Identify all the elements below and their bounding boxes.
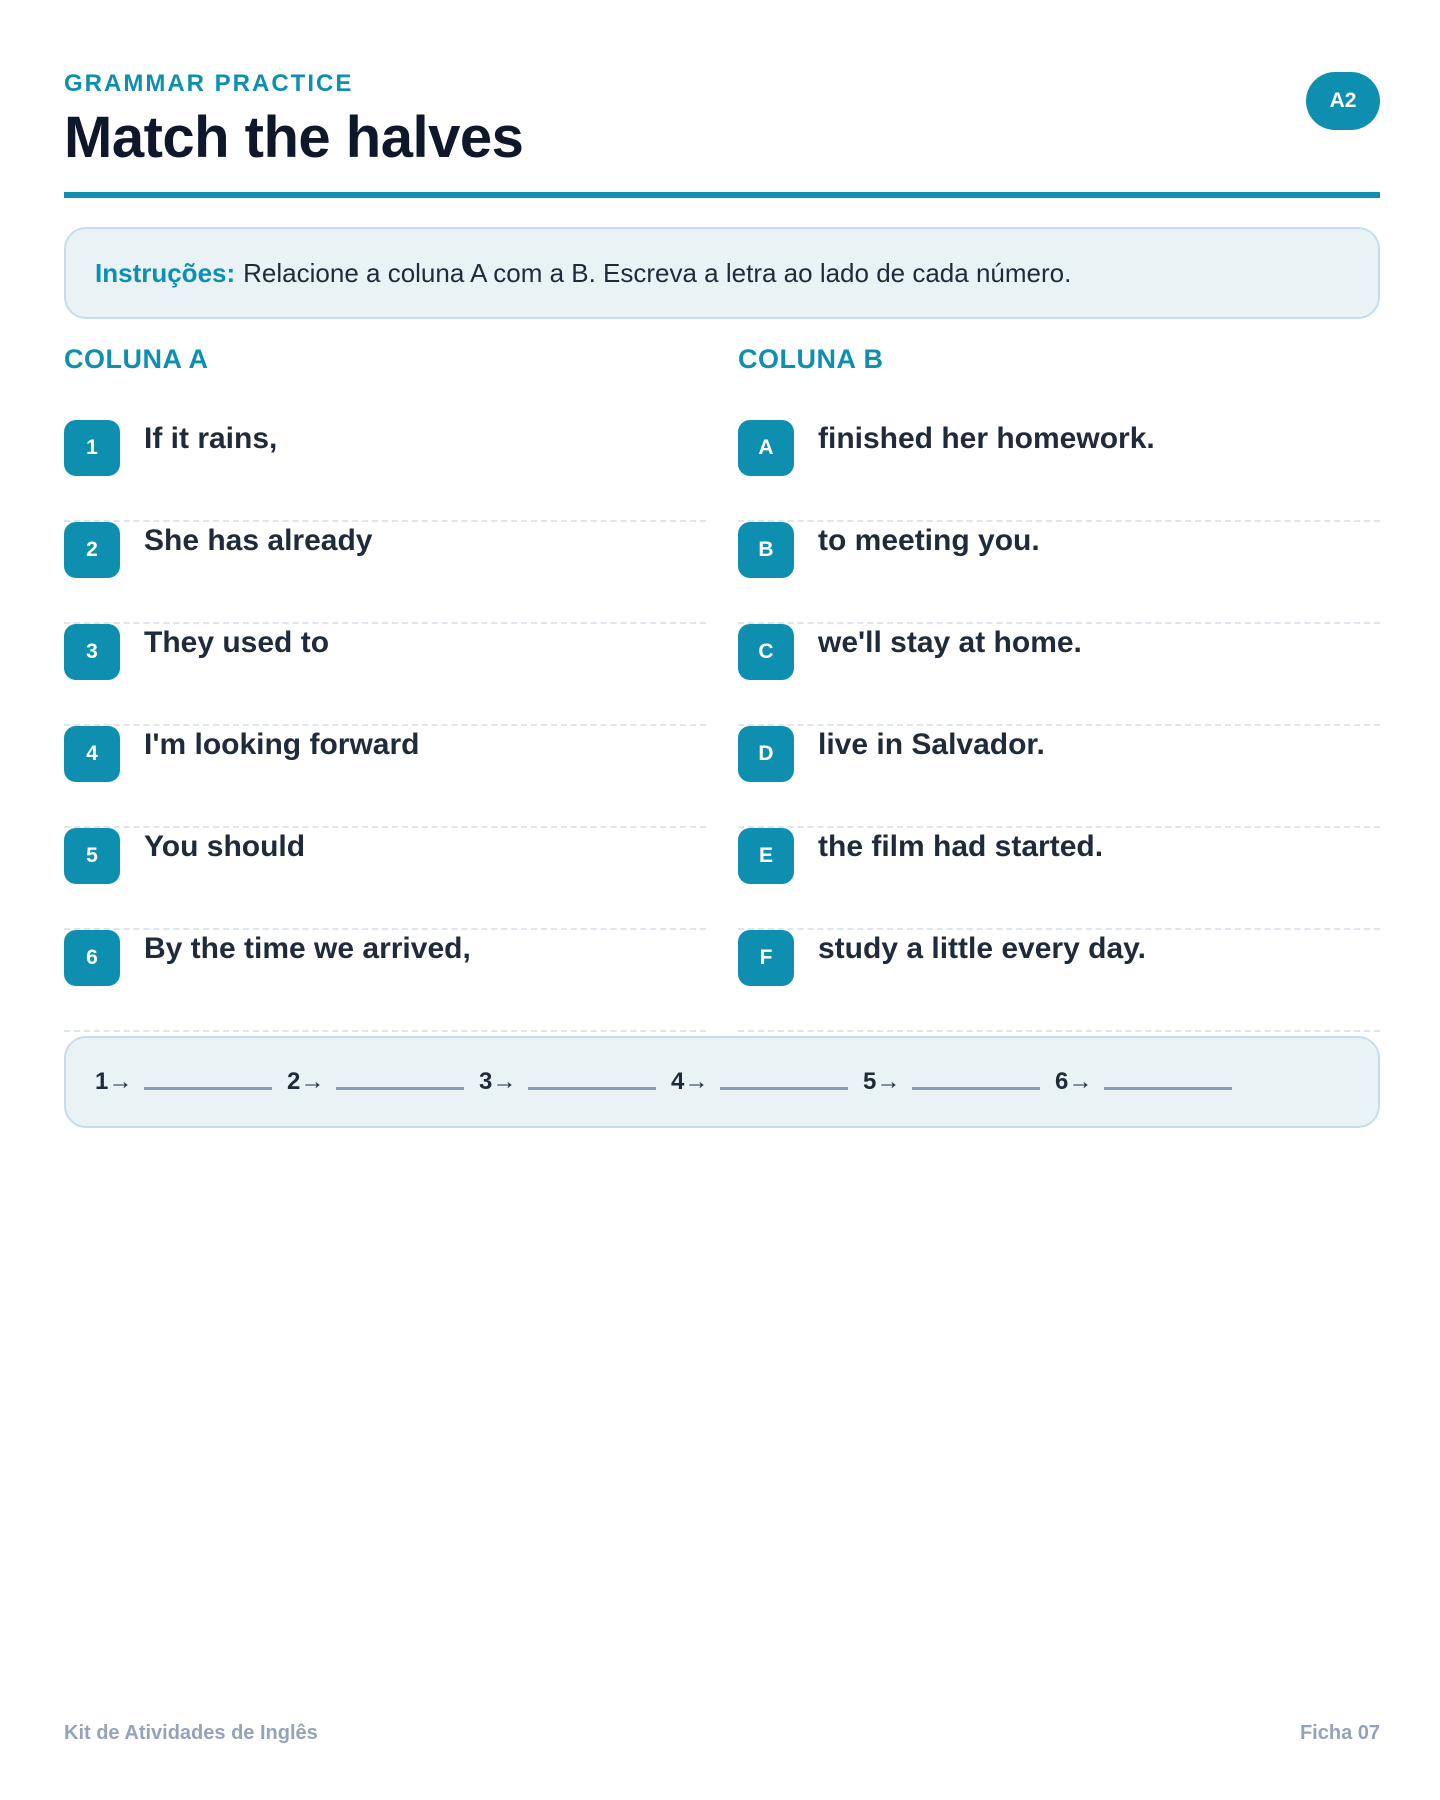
answer-blank[interactable] <box>528 1087 656 1090</box>
worksheet-page <box>64 0 1380 1800</box>
number-badge: 1 <box>64 420 120 476</box>
worksheet-header <box>64 68 1380 198</box>
answer-label: 2→ <box>287 1068 325 1095</box>
number-badge: 6 <box>64 930 120 986</box>
answer-slot <box>287 1068 479 1096</box>
answer-label: 3→ <box>479 1068 517 1095</box>
column-a-item <box>64 726 706 828</box>
letter-badge: B <box>738 522 794 578</box>
column-a-item <box>64 420 706 522</box>
answer-blank[interactable] <box>1104 1087 1232 1090</box>
sentence-start: They used to <box>144 626 330 659</box>
column-b-item <box>738 726 1380 828</box>
column-b-item <box>738 420 1380 522</box>
footer-sheet-number: Ficha 07 <box>1299 1722 1380 1744</box>
answer-slot <box>863 1068 1055 1096</box>
column-a-item <box>64 828 706 930</box>
answer-slot <box>1055 1068 1247 1096</box>
eyebrow-label: GRAMMAR PRACTICE <box>64 70 354 97</box>
answer-blank[interactable] <box>720 1087 848 1090</box>
answer-blank[interactable] <box>144 1087 272 1090</box>
answer-slot <box>95 1068 287 1096</box>
sentence-end: the film had started. <box>818 830 1104 863</box>
sentence-start: She has already <box>144 524 373 557</box>
number-badge: 2 <box>64 522 120 578</box>
column-b <box>738 344 1380 1032</box>
answer-label: 6→ <box>1055 1068 1093 1095</box>
level-badge: A2 <box>1306 72 1380 130</box>
column-b-item <box>738 828 1380 930</box>
answer-label: 4→ <box>671 1068 709 1095</box>
sentence-start: You should <box>144 830 306 863</box>
header-divider <box>64 192 1380 198</box>
footer-kit-name: Kit de Atividades de Inglês <box>64 1722 318 1744</box>
answer-label: 5→ <box>863 1068 901 1095</box>
answer-blank[interactable] <box>912 1087 1040 1090</box>
answer-slot <box>671 1068 863 1096</box>
column-a-heading: COLUNA A <box>64 344 209 374</box>
letter-badge: E <box>738 828 794 884</box>
sentence-start: I'm looking forward <box>144 728 420 761</box>
column-b-item <box>738 624 1380 726</box>
sentence-end: we'll stay at home. <box>818 626 1082 659</box>
sentence-start: By the time we arrived, <box>144 932 471 965</box>
letter-badge: D <box>738 726 794 782</box>
sentence-end: study a little every day. <box>818 932 1146 965</box>
sentence-end: live in Salvador. <box>818 728 1045 761</box>
answer-slot <box>479 1068 671 1096</box>
instructions-text: Relacione a coluna A com a B. Escreva a letra ao lado de cada número. <box>243 257 1072 288</box>
number-badge: 5 <box>64 828 120 884</box>
column-a-item <box>64 930 706 1032</box>
answer-label: 1→ <box>95 1068 133 1095</box>
column-a-item <box>64 624 706 726</box>
number-badge: 4 <box>64 726 120 782</box>
letter-badge: A <box>738 420 794 476</box>
sentence-start: If it rains, <box>144 422 278 455</box>
instructions-box <box>64 227 1380 319</box>
answer-key-box <box>64 1036 1380 1128</box>
column-a-item <box>64 522 706 624</box>
number-badge: 3 <box>64 624 120 680</box>
column-b-item <box>738 522 1380 624</box>
page-title: Match the halves <box>64 105 524 170</box>
answer-blank[interactable] <box>336 1087 464 1090</box>
letter-badge: F <box>738 930 794 986</box>
sentence-end: finished her homework. <box>818 422 1155 455</box>
column-b-item <box>738 930 1380 1032</box>
sentence-end: to meeting you. <box>818 524 1040 557</box>
instructions-label: Instruções: <box>95 257 236 288</box>
column-a <box>64 344 706 1032</box>
letter-badge: C <box>738 624 794 680</box>
column-b-heading: COLUNA B <box>738 344 884 374</box>
